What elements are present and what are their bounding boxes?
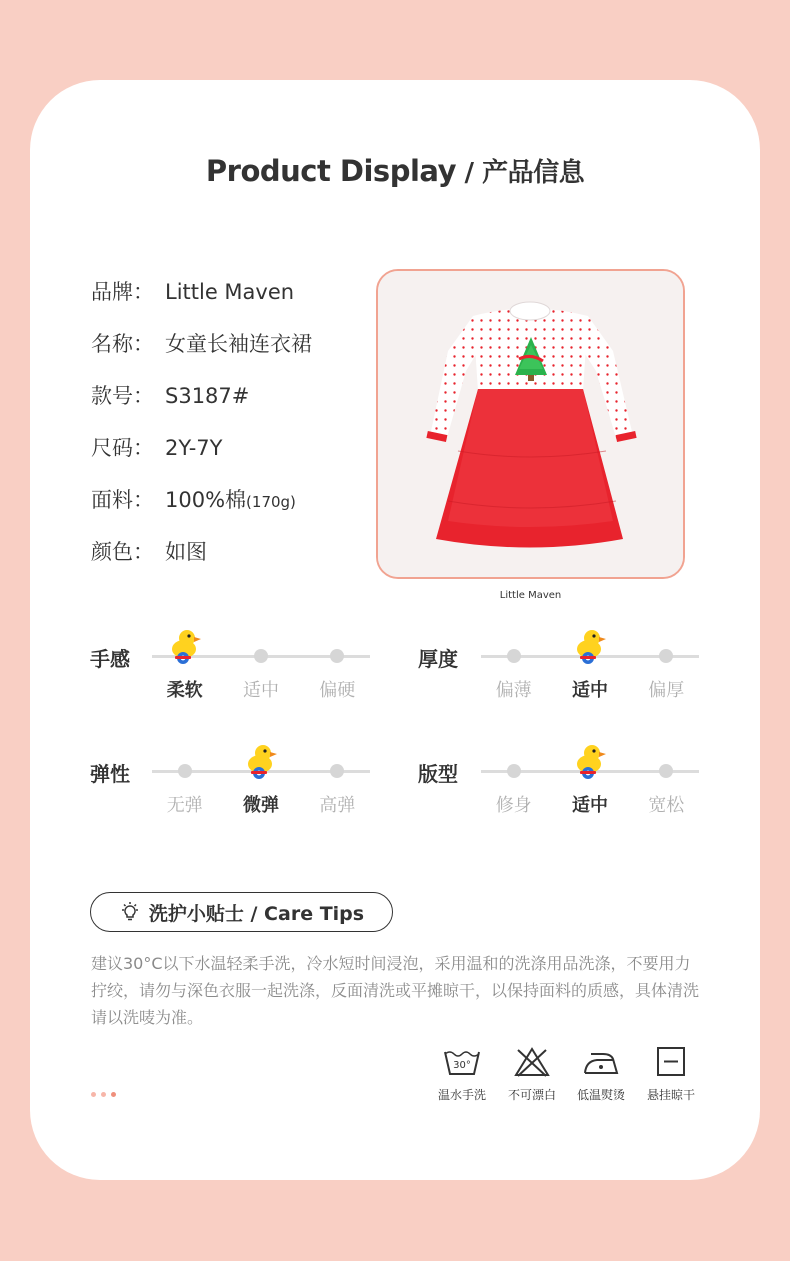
feel-label: 手感: [90, 647, 130, 671]
feel-label: 弹性: [90, 762, 130, 786]
duck-marker-icon: [169, 627, 203, 669]
feel-option: 偏厚: [648, 680, 685, 701]
hand-wash-30-icon: [442, 1046, 482, 1078]
feel-option: 柔软: [166, 680, 203, 701]
care-hang-dry-label: 悬挂晾干: [646, 1088, 695, 1102]
care-no-bleach: [496, 1046, 568, 1103]
feel-scale: [152, 641, 370, 671]
page-dot: [101, 1092, 106, 1097]
care-tips-pill: [90, 892, 393, 932]
feel-option: 修身: [495, 795, 532, 816]
feel-option: 适中: [572, 795, 608, 816]
feel-option: 偏薄: [495, 680, 532, 701]
page-indicator: [91, 1092, 116, 1097]
spec-brand: 品牌： Little Maven: [91, 280, 295, 304]
care-hang-dry: [635, 1046, 707, 1103]
feel-option: 高弹: [319, 795, 356, 816]
title-english: Product Display: [205, 154, 456, 188]
feel-option: 适中: [572, 680, 608, 701]
scale-dot: [254, 649, 268, 663]
feel-option: 偏硬: [319, 680, 356, 701]
care-hand-wash: [426, 1046, 498, 1103]
care-instructions: 建议30°C以下水温轻柔手洗，冷水短时间浸泡，采用温和的洗涤用品洗涤，不要用力拧绞，请勿与深色衣服一起洗涤，反面清洗或平摊晾干，以保持面料的质感，具体清洗请以洗唛为准。: [91, 954, 700, 1027]
care-low-iron: [565, 1046, 637, 1103]
feel-label: 厚度: [418, 647, 458, 671]
feel-option: 宽松: [648, 795, 685, 816]
scale-dot: [178, 764, 192, 778]
spec-fabric: 面料： 100%棉(170g): [91, 488, 296, 512]
scale-dot: [330, 649, 344, 663]
feel-option: 适中: [243, 680, 279, 701]
scale-dot: [330, 764, 344, 778]
svg-text:30°: 30°: [453, 1060, 471, 1071]
spec-color: 颜色： 如图: [91, 540, 207, 564]
spec-size: 尺码： 2Y-7Y: [91, 436, 223, 460]
duck-marker-icon: [574, 742, 608, 784]
scale-dot: [659, 649, 673, 663]
no-bleach-icon: [512, 1046, 552, 1078]
scale-dot: [507, 649, 521, 663]
low-iron-icon: [581, 1046, 621, 1078]
scale-dot: [507, 764, 521, 778]
feel-option: 无弹: [166, 795, 203, 816]
page-title: [0, 152, 790, 189]
feel-scale: [152, 756, 370, 786]
spec-name: 名称： 女童长袖连衣裙: [91, 332, 312, 356]
page-dot: [91, 1092, 96, 1097]
scale-dot: [659, 764, 673, 778]
lightbulb-icon: [119, 901, 141, 923]
product-image: [376, 269, 685, 579]
hang-dry-icon: [651, 1046, 691, 1078]
page-dot-active: [111, 1092, 116, 1097]
care-low-iron-label: 低温熨烫: [576, 1088, 625, 1102]
feel-label: 版型: [418, 762, 458, 786]
title-chinese: 产品信息: [482, 158, 585, 188]
duck-marker-icon: [574, 627, 608, 669]
dress-illustration: [378, 271, 683, 577]
title-separator: /: [455, 158, 483, 188]
feel-option: 微弹: [243, 795, 279, 816]
duck-marker-icon: [245, 742, 279, 784]
spec-style-number: 款号： S3187#: [91, 384, 250, 408]
feel-scale: [481, 641, 699, 671]
care-hand-wash-label: 温水手洗: [437, 1088, 486, 1102]
care-no-bleach-label: 不可漂白: [507, 1088, 556, 1102]
product-caption: Little Maven: [499, 590, 562, 601]
care-tips-label: 洗护小贴士 / Care Tips: [148, 902, 365, 925]
feel-scale: [481, 756, 699, 786]
